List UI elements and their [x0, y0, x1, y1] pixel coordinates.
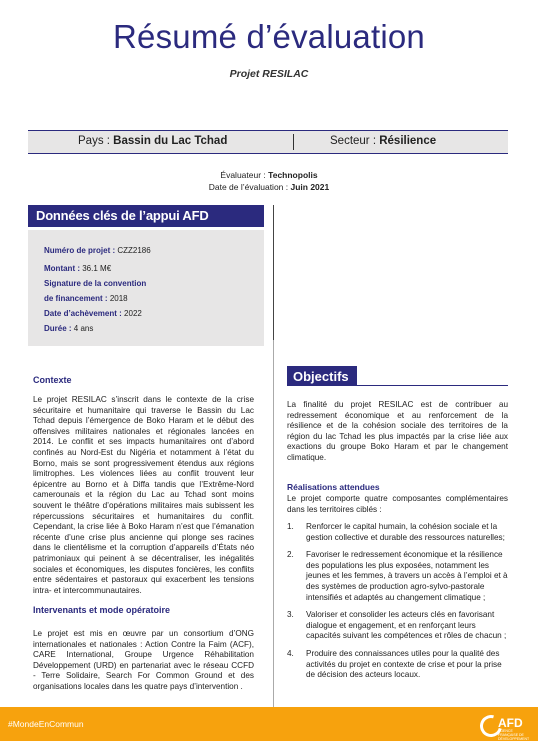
page-subtitle: Projet RESILAC: [229, 68, 309, 80]
country-value: Bassin du Lac Tchad: [113, 135, 228, 147]
list-item: 3. Valoriser et consolider les acteurs clés en favorisant dialogue et engagement, et en renforçant leurs capacités suivant les compétences et rôles de chacun ;: [287, 610, 507, 641]
objectives-text: La finalité du projet RESILAC est de contribuer au redressement économique et au renforcement de la résilience et de la cohésion sociale des territoires de la région du lac Tchad les plus impactés par la crise liée aux exactions du groupe Boko Haram et par le changement climatique.: [287, 400, 508, 462]
objectives-heading: Objectifs: [287, 366, 357, 386]
evaluation-info: [0, 169, 538, 193]
sector-value: Résilience: [379, 135, 437, 147]
list-item: 1. Renforcer le capital humain, la cohésion sociale et la gestion collective et durable des ressources naturelles;: [287, 522, 505, 542]
sector-label: Secteur :: [330, 135, 377, 147]
context-heading: Contexte: [33, 375, 72, 385]
signature-label: Signature de la convention: [44, 279, 147, 288]
logo-subtext: AGENCE FRANÇAISE DE DÉVELOPPEMENT: [498, 729, 530, 741]
duration: Durée : 4 ans: [44, 324, 94, 333]
page-title: Résumé d’évaluation: [113, 18, 425, 55]
footer-bar: [0, 707, 538, 741]
date-label: Date de l’évaluation :: [208, 182, 289, 192]
country-label: Pays :: [78, 135, 110, 147]
signature-date: de financement : 2018: [44, 294, 128, 303]
afd-logo: [480, 711, 530, 739]
sector-field: [330, 135, 436, 147]
project-number: Numéro de projet : CZZ2186: [44, 246, 151, 255]
band-separator: [293, 134, 294, 150]
amount: Montant : 36.1 M€: [44, 264, 112, 273]
date-value: Juin 2021: [290, 182, 330, 192]
hashtag[interactable]: #MondeEnCommun: [8, 719, 84, 729]
key-data-heading: Données clés de l’appui AFD: [28, 205, 264, 227]
stakeholders-heading: Intervenants et mode opératoire: [33, 605, 171, 615]
objectives-underline: [357, 385, 508, 386]
evaluator-label: Évaluateur :: [220, 170, 266, 180]
outcomes-intro: Le projet comporte quatre composantes complémentaires dans les territoires ciblés :: [287, 494, 508, 514]
stakeholders-text: Le projet est mis en œuvre par un consortium d’ONG internationales et nationales : Action Contre la Faim (ACF), CARE International, Groupe Urgence Réhabilitation Développement (URD) en partenariat avec le réseau CCFD - Terre Solidaire, Search For Common Ground et des organisations locales dans les quatre pays d’intervention .: [33, 629, 254, 691]
completion-date: Date d’achèvement : 2022: [44, 309, 142, 318]
country-sector-band: [28, 130, 508, 154]
list-item: 4. Produire des connaissances utiles pour la qualité des activités du projet en contexte de crise et pour la prise de décision des acteurs locaux.: [287, 648, 502, 680]
list-item: 2. Favoriser le redressement économique et la résilience des populations les plus exposées, notamment les jeunes et les femmes, à travers un accès à l’emploi et à des systèmes de production agro-sylvo-pastorale intensifiés et adaptés au changement climatique ;: [287, 550, 508, 602]
key-data-panel: [28, 230, 264, 346]
column-divider-top: [273, 205, 274, 340]
country-field: [78, 135, 227, 147]
evaluator-value: Technopolis: [268, 170, 318, 180]
logo-text: AFD: [498, 716, 523, 730]
outcomes-heading: Réalisations attendues: [287, 482, 380, 492]
context-text: Le projet RESILAC s’inscrit dans le contexte de la crise sécuritaire et humanitaire qui traverse le Bassin du Lac Tchad depuis l’émergence de Boko Haram et le début des offensives militaires nationales et régionales lancées en 2014. Le conflit et ses impacts humanitaires ont d’abord confinés au Nord-Est du Nigéria et notamment à l’état du Borno, mais se sont progressivement étendus aux régions limitrophes. Les violences liées au conflit trouvent leur épicentre au Borno et à Diffa tandis que l’Extrême-Nord camerounais et la région du Lac au Tchad sont moins souvent le théâtre d’opérations militaires mais subissent les répercussions sécuritaires et humanitaires du conflit. Cependant, la crise liée à Boko Haram n’est que l’émanation récente d’une crise plus ancienne qui plonge ses racines dans le clientélisme et la corruption d’appareils d’États néo patrimoniaux qui peinent à se décentraliser, les inégalités sociales et économiques, les disputes foncières, les conflits entre sédentaires et pastoraux qui exacerbent les tensions intra- et intercommunautaires.: [33, 395, 254, 595]
outcomes-list: [287, 522, 508, 688]
